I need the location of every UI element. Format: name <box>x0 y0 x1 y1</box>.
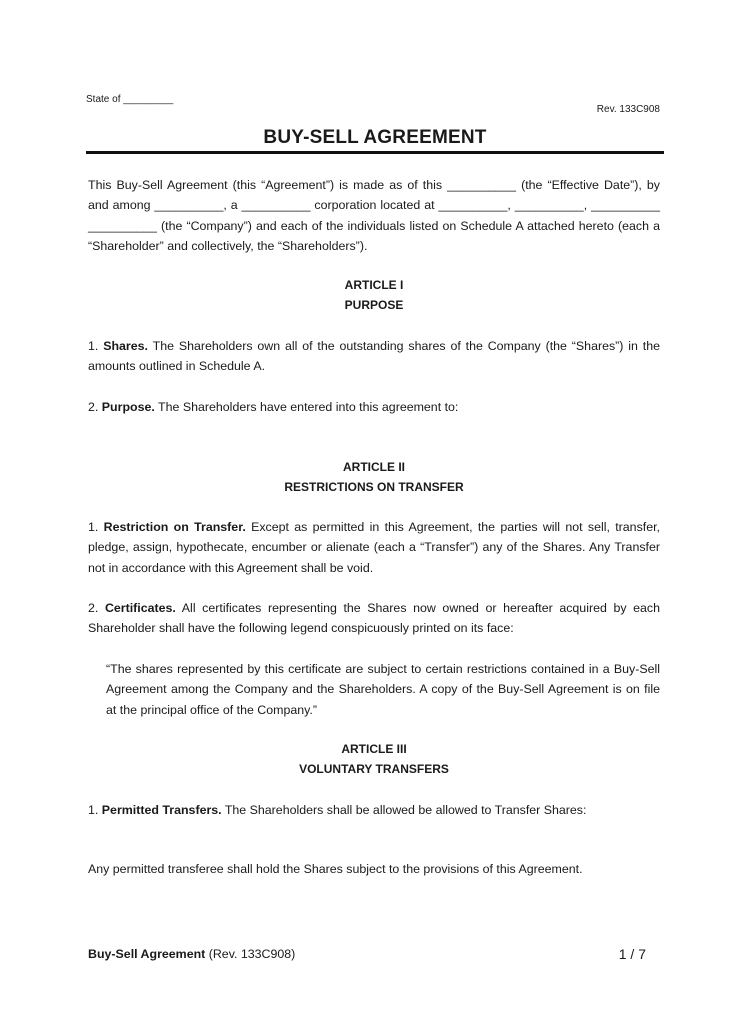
section-title: Permitted Transfers. <box>101 803 222 817</box>
section-purpose <box>88 397 660 417</box>
section-shares <box>88 336 660 377</box>
section-text: The Shareholders shall be allowed be allowed to Transfer Shares: <box>224 803 587 817</box>
article-1-header <box>88 275 660 315</box>
state-label: State of <box>86 94 121 105</box>
section-certificates <box>88 598 660 639</box>
revision-code: Rev. 133C908 <box>596 104 660 115</box>
footer-document-name <box>88 947 295 961</box>
title-rule <box>86 151 664 154</box>
state-field <box>86 94 173 105</box>
section-number: 1. <box>88 520 99 534</box>
article-1-heading: PURPOSE <box>344 298 404 312</box>
section-permitted-transfers <box>88 800 660 820</box>
article-3-header <box>88 739 660 779</box>
section-number: 2. <box>88 400 99 414</box>
section-text: The Shareholders own all of the outstanding shares of the Company (the “Shares”) in the amounts outlined in Schedule A. <box>88 339 661 374</box>
section-title: Shares. <box>103 339 148 353</box>
page-number: 1 / 7 <box>618 946 646 962</box>
certificate-legend-quote: “The shares represented by this certificate are subject to certain restrictions contained in a Buy-Sell Agreement among the Company and the Shareholders. A copy of the Buy-Sell Agreement is on file at the principal office of the Company.” <box>106 662 660 717</box>
section-number: 2. <box>88 601 99 615</box>
footer-doc-title: Buy-Sell Agreement <box>88 947 206 961</box>
document-title: BUY-SELL AGREEMENT <box>263 127 487 148</box>
section-text: All certificates representing the Shares now owned or hereafter acquired by each Shareholder shall have the following legend conspicuously printed on its face: <box>88 601 660 636</box>
article-3-number: ARTICLE III <box>341 742 407 756</box>
closing-paragraph: Any permitted transferee shall hold the Shares subject to the provisions of this Agreement. <box>88 862 583 876</box>
section-title: Purpose. <box>101 400 155 414</box>
section-title: Restriction on Transfer. <box>103 520 246 534</box>
state-blank: _________ <box>123 94 174 105</box>
article-2-number: ARTICLE II <box>343 460 405 474</box>
article-1-number: ARTICLE I <box>344 278 404 292</box>
section-restriction-on-transfer <box>88 517 660 578</box>
section-number: 1. <box>88 803 99 817</box>
section-title: Certificates. <box>104 601 176 615</box>
section-number: 1. <box>88 339 99 353</box>
article-2-heading: RESTRICTIONS ON TRANSFER <box>284 480 464 494</box>
footer-doc-revision: (Rev. 133C908) <box>208 947 296 961</box>
article-3-heading: VOLUNTARY TRANSFERS <box>299 762 449 776</box>
article-2-header <box>88 457 660 497</box>
section-text: The Shareholders have entered into this agreement to: <box>158 400 459 414</box>
intro-paragraph: This Buy-Sell Agreement (this “Agreement”) is made as of this __________ (the “Effective Date”), by and among __________, a __________ corporation located at __________, __________, __________ __________ (the “Company”) and each of the individuals listed on Schedule A attached hereto (each a “Shareholder” and collectively, the “Shareholders”). <box>88 178 660 253</box>
section-text: Except as permitted in this Agreement, the parties will not sell, transfer, pledge, assign, hypothecate, encumber or alienate (each a “Transfer”) any of the Shares. Any Transfer not in accordance with this Agreement shall be void. <box>88 520 660 575</box>
